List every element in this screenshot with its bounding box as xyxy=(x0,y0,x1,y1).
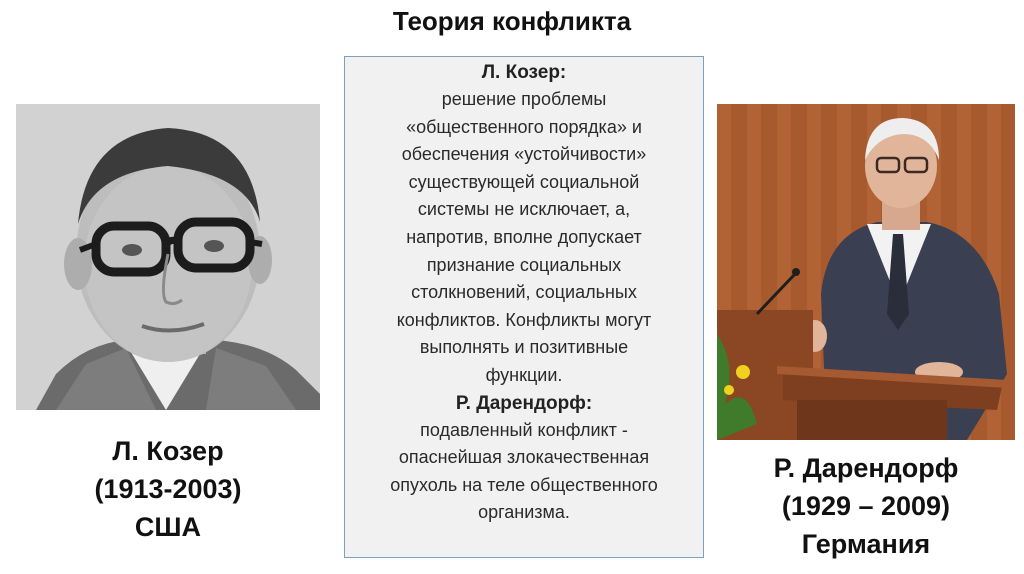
quote-line: опаснейшая злокачественная xyxy=(398,447,650,468)
quote-line: функции. xyxy=(485,364,563,385)
dahrendorf-name: Р. Дарендорф xyxy=(773,453,959,483)
dahrendorf-lectern-photo xyxy=(717,104,1015,440)
quote-line: «общественного порядка» и xyxy=(406,116,642,137)
dahrendorf-caption xyxy=(717,449,1015,563)
quote-line: существующей социальной xyxy=(408,171,640,192)
slide-title: Теория конфликта xyxy=(392,6,632,36)
quote-line: признание социальных xyxy=(426,254,622,275)
quote-line: опухоль на теле общественного xyxy=(390,474,658,495)
dahrendorf-years: (1929 – 2009) xyxy=(781,491,951,521)
coser-country: США xyxy=(134,512,202,542)
quote-line: выполнять и позитивные xyxy=(419,337,629,358)
quote-box xyxy=(344,56,704,558)
quote-line: системы не исключает, а, xyxy=(417,199,631,220)
quote-line: напротив, вполне допускает xyxy=(406,226,642,247)
quote-author-heading: Р. Дарендорф: xyxy=(455,392,593,414)
dahrendorf-country: Германия xyxy=(801,529,931,559)
coser-years: (1913-2003) xyxy=(94,474,242,504)
quote-line: подавленный конфликт - xyxy=(420,419,628,440)
coser-portrait-photo xyxy=(16,104,320,410)
coser-name: Л. Козер xyxy=(112,436,224,466)
quote-line: организма. xyxy=(478,502,570,523)
coser-portrait-drawing xyxy=(16,104,320,410)
dahrendorf-lectern-drawing xyxy=(717,104,1015,440)
quote-line: обеспечения «устойчивости» xyxy=(401,144,647,165)
quote-line: решение проблемы xyxy=(441,89,607,109)
quote-line: конфликтов. Конфликты могут xyxy=(396,309,652,330)
coser-caption xyxy=(18,432,318,546)
quote-line: столкновений, социальных xyxy=(411,282,637,303)
quote-author-heading: Л. Козер: xyxy=(481,62,567,83)
